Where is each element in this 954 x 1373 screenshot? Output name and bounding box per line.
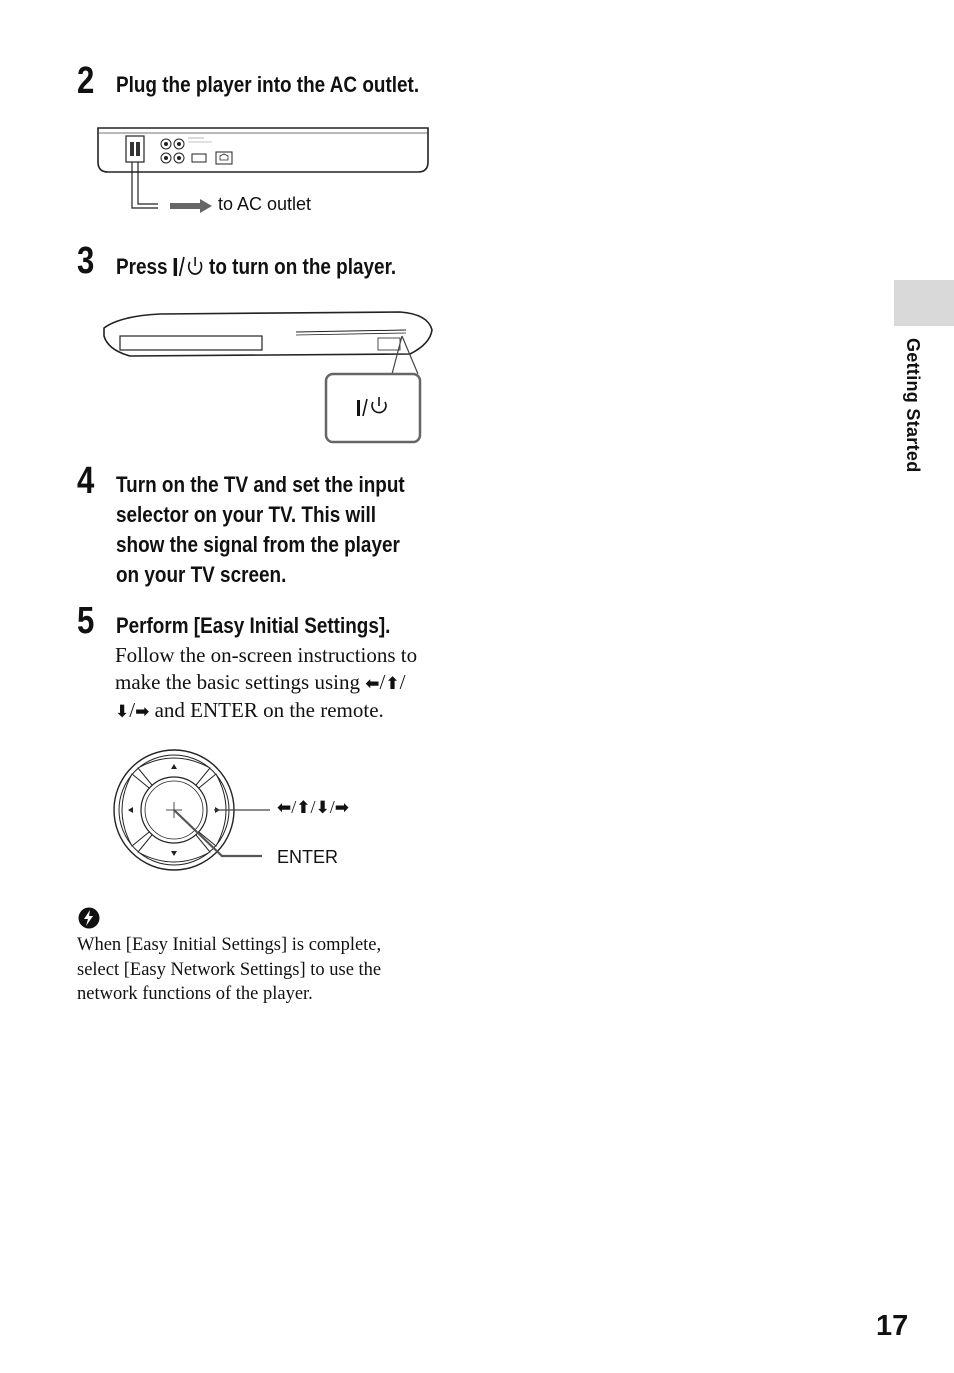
page-number: 17 <box>876 1310 909 1342</box>
direction-arrows-label: ⬅/⬆/⬇/➡ <box>277 797 350 818</box>
step-4-title-line-1: Turn on the TV and set the input <box>116 472 405 497</box>
section-tab-marker <box>894 280 954 326</box>
tip-line-2: select [Easy Network Settings] to use the <box>77 960 382 980</box>
step-5-body-line-2-text: make the basic settings using <box>115 670 366 694</box>
left-arrow-icon: ⬅ <box>277 798 292 818</box>
power-button-callout <box>356 394 390 420</box>
step-4-title-line-2: selector on your TV. This will <box>116 502 377 527</box>
up-arrow-icon: ⬆ <box>385 674 400 694</box>
section-side-label-text: Getting Started <box>903 338 923 473</box>
tip-line-1: When [Easy Initial Settings] is complete, <box>77 935 382 955</box>
power-symbol-icon <box>356 394 390 420</box>
enter-label: ENTER <box>277 847 339 867</box>
down-arrow-icon: ⬇ <box>115 702 130 722</box>
section-side-label <box>897 338 927 478</box>
step-number-5: 5 <box>77 600 95 642</box>
left-arrow-icon: ⬅ <box>365 674 380 694</box>
ac-outlet-label: to AC outlet <box>218 194 312 214</box>
step-3-title <box>116 252 396 282</box>
step-5-title: Perform [Easy Initial Settings]. <box>116 613 391 638</box>
step-3-title-post: to turn on the player. <box>203 254 397 279</box>
down-arrow-icon: ⬇ <box>315 798 330 818</box>
step-number-4: 4 <box>77 460 95 502</box>
player-front-illustration <box>100 306 440 450</box>
tip-line-3: network functions of the player. <box>77 984 313 1004</box>
step-number-2: 2 <box>77 60 95 102</box>
step-5-body-line-3-text: and ENTER on the remote. <box>149 698 384 722</box>
right-arrow-icon: ➡ <box>135 702 150 722</box>
up-arrow-icon: ⬆ <box>296 798 311 818</box>
tip-lightning-icon <box>77 906 101 930</box>
step-5-body-line-3: ⬇/➡ and ENTER on the remote. <box>115 698 384 722</box>
step-4-title-line-4: on your TV screen. <box>116 562 287 587</box>
step-3-title-pre: Press <box>116 254 173 279</box>
step-4-title-line-3: show the signal from the player <box>116 532 400 557</box>
right-arrow-icon: ➡ <box>334 798 350 818</box>
step-5-body-line-2: make the basic settings using ⬅/⬆/ <box>115 670 406 694</box>
power-button-icon <box>173 255 204 277</box>
step-2-title: Plug the player into the AC outlet. <box>116 72 420 97</box>
step-number-3: 3 <box>77 240 95 282</box>
step-5-body-line-1: Follow the on-screen instructions to <box>115 643 418 667</box>
